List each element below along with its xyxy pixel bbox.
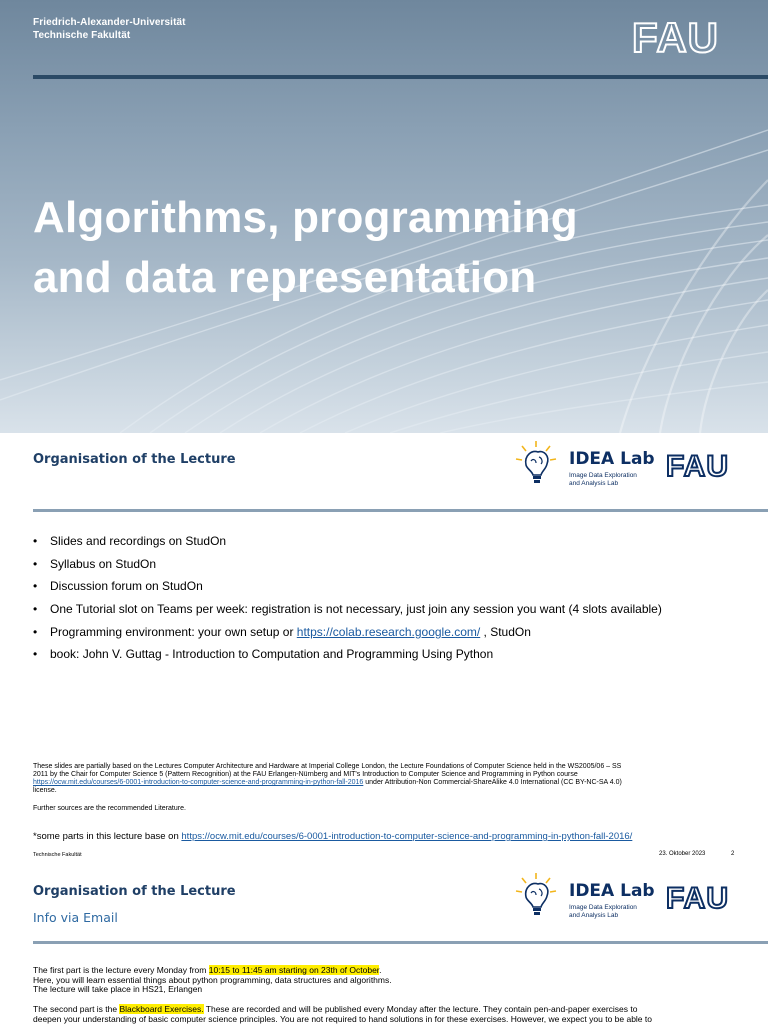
- paragraph-line: deepen your understanding of basic computer science principles. You are not required to hand solutions in for these exercises. However, we expect you to be able to: [33, 1013, 652, 1024]
- idea-desc-line-2: and Analysis Lab: [569, 912, 619, 919]
- idea-lab-logo: [512, 871, 662, 923]
- brain-bulb-icon: [512, 871, 564, 923]
- idea-desc-line-2: and Analysis Lab: [569, 480, 619, 487]
- fau-logo: [666, 883, 738, 911]
- lecture-title: [33, 188, 753, 308]
- disclaimer-line: license.: [33, 787, 57, 794]
- heading-rule: [33, 941, 768, 944]
- bullet-item: • Slides and recordings on StudOn: [33, 534, 662, 549]
- university-name: [33, 16, 186, 42]
- fau-logo: [666, 451, 738, 479]
- disclaimer-line: These slides are partially based on the Lectures Computer Architecture and Hardware at Imperial College London, the Lecture Foundations of Computer Science held in the WS2005/06 – SS: [33, 763, 622, 770]
- slide-subheading: Info via Email: [33, 910, 118, 925]
- colab-link[interactable]: https://colab.research.google.com/: [296, 624, 481, 639]
- idea-lab-name: IDEA Lab: [569, 881, 655, 901]
- heading-rule: [33, 509, 768, 512]
- further-sources: Further sources are the recommended Literature.: [33, 805, 186, 812]
- page-number: 2: [731, 851, 735, 857]
- title-slide: [0, 0, 768, 433]
- bullet-item: • Syllabus on StudOn: [33, 557, 662, 572]
- footer-faculty: Technische Fakultät: [33, 852, 82, 858]
- paragraph-line: Here, you will learn essential things about python programming, data structures and algorithms.: [33, 974, 392, 985]
- text-suffix: These are recorded and will be published every Monday after the lecture. They contain pen-and-paper exercises to: [203, 1004, 638, 1014]
- idea-desc-line-1: Image Data Exploration: [569, 904, 637, 911]
- mit-ocw-course-link[interactable]: https://ocw.mit.edu/courses/6-0001-introduction-to-computer-science-and-programming-in-python-fall-2016/: [181, 831, 633, 842]
- faculty-line: Technische Fakultät: [33, 30, 131, 41]
- idea-lab-description: [569, 472, 637, 488]
- disclaimer-suffix: under Attribution-Non Commercial-ShareAlike 4.0 International (CC BY-NC-SA 4.0): [363, 779, 622, 786]
- svg-text:FAU: FAU: [632, 18, 719, 56]
- fau-logo: [632, 18, 736, 56]
- slide-heading: Organisation of the Lecture: [33, 884, 236, 899]
- paragraph-line: The lecture will take place in HS21, Erlangen: [33, 984, 203, 994]
- idea-lab-name: IDEA Lab: [569, 449, 655, 469]
- text-prefix: The first part is the lecture every Monday from: [33, 965, 209, 975]
- svg-text:FAU: FAU: [666, 883, 729, 911]
- lecture-time-highlight: 10:15 to 11:45 am starting on 23th of October: [208, 965, 380, 975]
- exercise-paragraph: [33, 1005, 733, 1024]
- bullet-item: • One Tutorial slot on Teams per week: registration is not necessary, just join any session you want (4 slots available): [33, 602, 662, 617]
- title-line-2: and data representation: [33, 253, 537, 302]
- svg-text:FAU: FAU: [666, 451, 729, 479]
- lecture-paragraph: [33, 966, 733, 995]
- idea-lab-logo: [512, 439, 662, 491]
- mit-ocw-link[interactable]: https://ocw.mit.edu/courses/6-0001-introduction-to-computer-science-and-programming-in-python-fall-2016: [33, 779, 364, 786]
- slide-heading: Organisation of the Lecture: [33, 452, 236, 467]
- bullet-item: • Discussion forum on StudOn: [33, 579, 662, 594]
- organisation-slide: [0, 433, 768, 863]
- disclaimer-line: [33, 779, 723, 787]
- brain-bulb-icon: [512, 439, 564, 491]
- info-bullet-list: [33, 534, 662, 670]
- disclaimer-text: [33, 763, 723, 795]
- email-info-slide: [0, 863, 768, 1024]
- bullet-text: , StudOn: [480, 624, 531, 639]
- note-prefix: *some parts in this lecture base on: [33, 831, 182, 842]
- bullet-text: Programming environment: your own setup or: [50, 624, 297, 639]
- idea-lab-description: [569, 904, 637, 920]
- header-rule: [33, 75, 768, 79]
- bullet-item: [33, 625, 662, 640]
- footer-date: 23. Oktober 2023: [659, 851, 706, 857]
- text-suffix: .: [379, 965, 382, 975]
- source-note: [33, 831, 632, 842]
- blackboard-exercises-highlight: Blackboard Exercises.: [119, 1004, 204, 1014]
- disclaimer-line: 2011 by the Chair for Computer Science 5 (Pattern Recognition) at the FAU Erlangen-Nürnberg and MIT's Introduction to Computer Science and Programming in Python course: [33, 771, 578, 778]
- title-line-1: Algorithms, programming: [33, 193, 578, 242]
- idea-desc-line-1: Image Data Exploration: [569, 472, 637, 479]
- bullet-item: • book: John V. Guttag - Introduction to Computation and Programming Using Python: [33, 647, 662, 662]
- text-prefix: The second part is the: [33, 1004, 120, 1014]
- university-line: Friedrich-Alexander-Universität: [33, 17, 186, 28]
